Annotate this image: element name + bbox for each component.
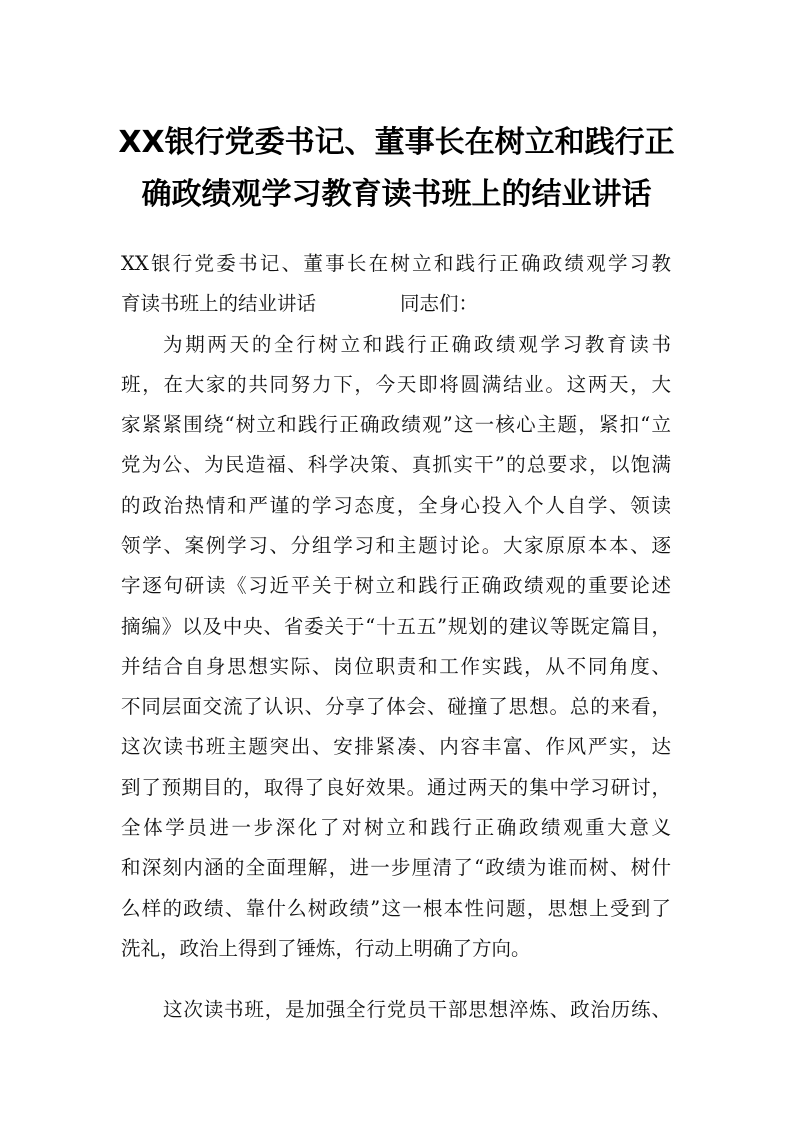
- paragraph-1-line-10: 不同层面交流了认识、分享了体会、碰撞了思想。总的来看，: [121, 695, 671, 718]
- paragraph-1-line-14: 和深刻内涵的全面理解，进一步厘清了“政绩为谁而树、树什: [121, 856, 671, 879]
- paragraph-1-line-12: 到了预期目的，取得了良好效果。通过两天的集中学习研讨，: [121, 776, 671, 799]
- paragraph-1-line-15: 么样的政绩、靠什么树政绩”这一根本性问题，思想上受到了: [121, 897, 671, 920]
- document-title-line-1: XX银行党委书记、董事长在树立和践行正: [118, 125, 675, 160]
- paragraph-1-line-8: 摘编》以及中央、省委关于“十五五”规划的建议等既定篇目，: [121, 615, 671, 638]
- paragraph-1-line-1: 为期两天的全行树立和践行正确政绩观学习教育读书: [163, 333, 671, 356]
- document-title-line-2: 确政绩观学习教育读书班上的结业讲话: [141, 177, 652, 212]
- intro-line-1: XX银行党委书记、董事长在树立和践行正确政绩观学习教: [121, 252, 671, 275]
- paragraph-1-line-6: 领学、案例学习、分组学习和主题讨论。大家原原本本、逐: [121, 534, 671, 557]
- paragraph-1-line-4: 党为公、为民造福、科学决策、真抓实干”的总要求，以饱满: [121, 453, 671, 476]
- paragraph-2-line-1: 这次读书班，是加强全行党员干部思想淬炼、政治历练、: [163, 998, 671, 1021]
- paragraph-1-line-9: 并结合自身思想实际、岗位职责和工作实践，从不同角度、: [121, 655, 671, 678]
- intro-line-2: [121, 294, 671, 314]
- paragraph-1-line-11: 这次读书班主题突出、安排紧凑、内容丰富、作风严实，达: [121, 735, 671, 758]
- intro-line-2-text: 育读书班上的结业讲话: [121, 292, 317, 315]
- paragraph-1-line-2: 班，在大家的共同努力下，今天即将圆满结业。这两天，大: [121, 373, 671, 396]
- paragraph-1-line-3: 家紧紧围绕“树立和践行正确政绩观”这一核心主题，紧扣“立: [121, 413, 671, 436]
- paragraph-1-line-13: 全体学员进一步深化了对树立和践行正确政绩观重大意义: [121, 816, 671, 839]
- paragraph-1-line-5: 的政治热情和严谨的学习态度，全身心投入个人自学、领读: [121, 494, 671, 517]
- paragraph-1-line-7: 字逐句研读《习近平关于树立和践行正确政绩观的重要论述: [121, 574, 671, 597]
- greeting: 同志们：: [400, 292, 479, 315]
- paragraph-1-line-16: 洗礼，政治上得到了锤炼，行动上明确了方向。: [121, 937, 531, 960]
